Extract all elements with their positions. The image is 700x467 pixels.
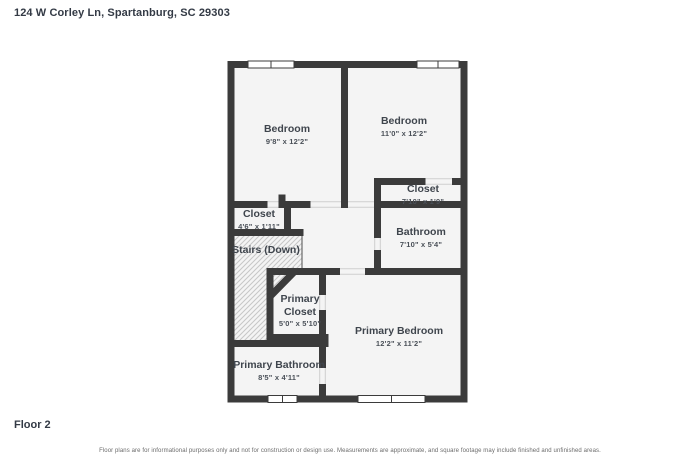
- stairs-text: Stairs (Down): [232, 244, 300, 256]
- window: [358, 396, 425, 403]
- window: [417, 61, 459, 68]
- disclaimer-text: Floor plans are for informational purposes only and not for construction or design use. Measurements are approximate, and square footage may include finished and unfinished areas.: [99, 448, 601, 454]
- room-name: Bathroom: [396, 226, 446, 238]
- room-dims: 12'2" x 11'2": [375, 338, 423, 348]
- window: [248, 61, 294, 68]
- room-dims: 11'0" x 12'2": [380, 128, 428, 138]
- room-name: Primary Closet: [280, 293, 320, 318]
- room-name: Closet: [406, 183, 440, 195]
- room-name: Closet: [242, 208, 276, 220]
- room-dims: 5'0" x 5'10": [278, 319, 322, 328]
- room-dims: 9'8" x 12'2": [265, 136, 309, 146]
- room-name: Primary Bedroom: [354, 325, 444, 337]
- address-title: 124 W Corley Ln, Spartanburg, SC 29303: [14, 7, 230, 19]
- room-name: Bedroom: [263, 123, 311, 135]
- room-dims: 8'5" x 4'11": [258, 372, 300, 382]
- room-dims: 7'10" x 1'9": [401, 196, 445, 206]
- window: [268, 396, 297, 403]
- room-name: Primary Bathroom: [233, 359, 325, 371]
- room-dims: 4'6" x 1'11": [238, 221, 280, 231]
- room-dims: 7'10" x 5'4": [399, 239, 443, 249]
- room-name: Bedroom: [380, 115, 428, 127]
- floor-label: Floor 2: [14, 419, 51, 431]
